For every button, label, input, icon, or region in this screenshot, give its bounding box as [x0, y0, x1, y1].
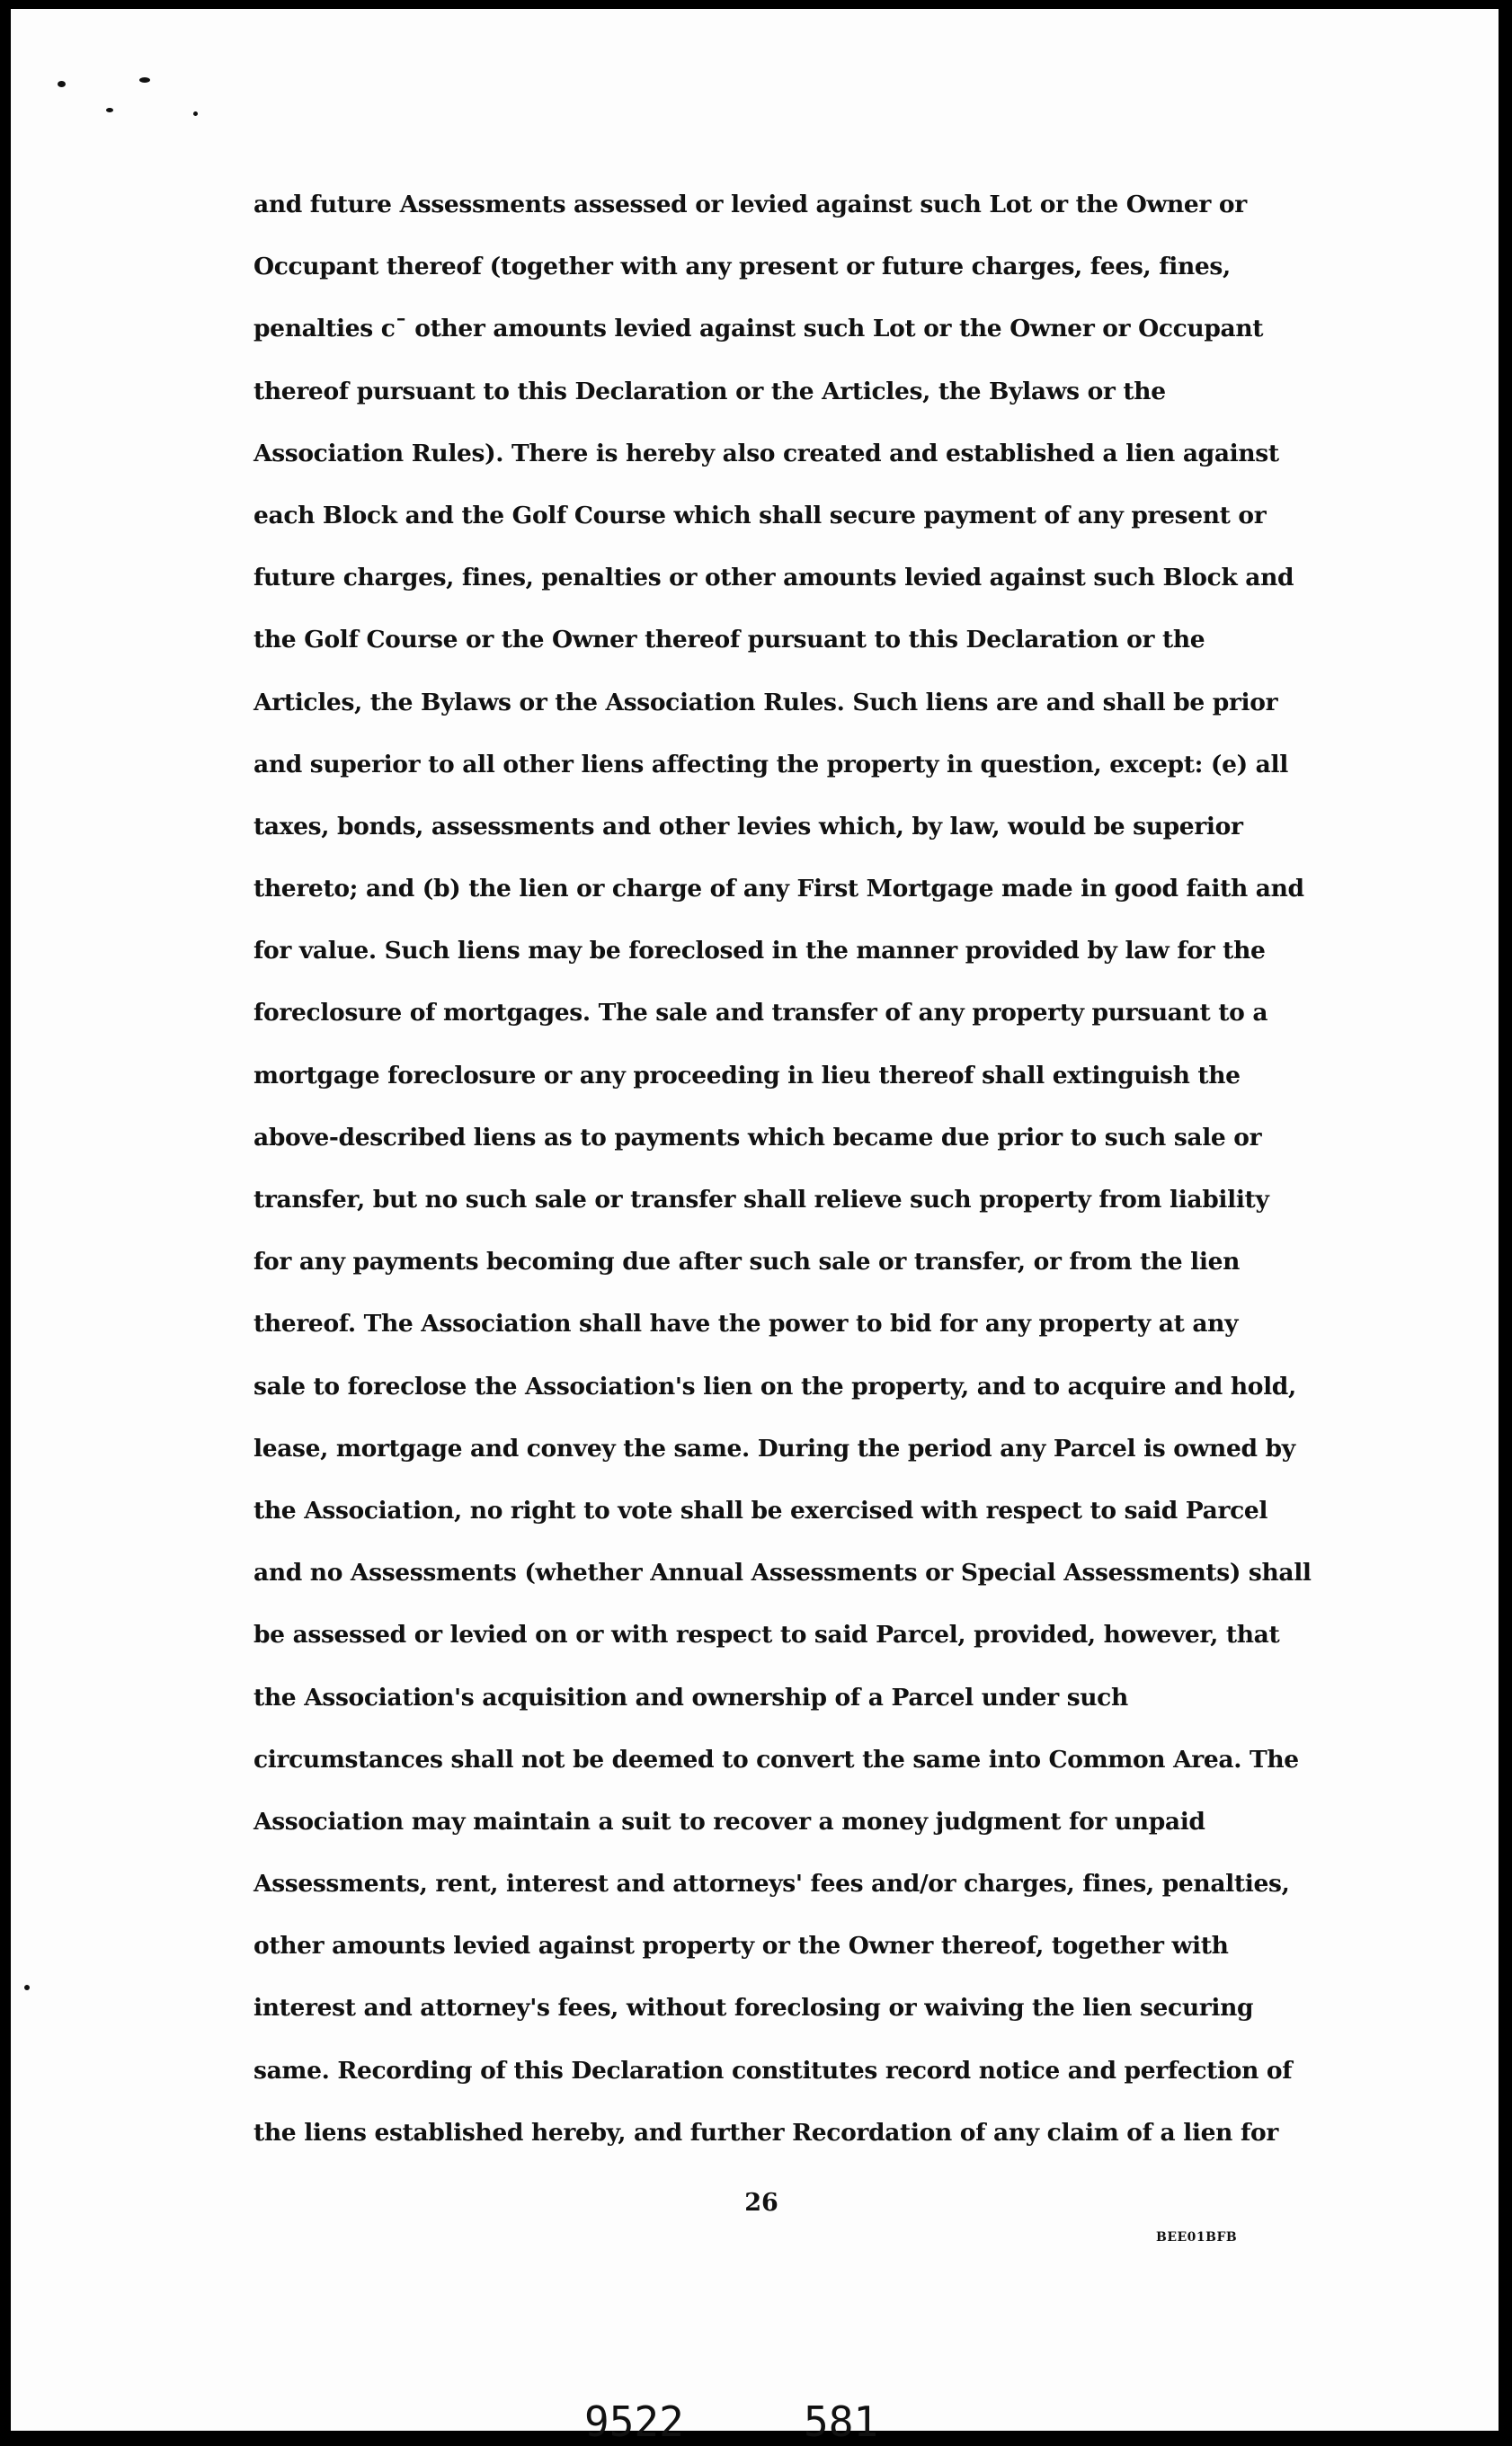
text-line: Association Rules). There is hereby also created and established a lien against: [253, 439, 1279, 467]
recording-stamp-book: 9522: [584, 2397, 684, 2446]
text-line: thereof pursuant to this Declaration or the Articles, the Bylaws or the: [253, 377, 1166, 405]
scan-speck: [139, 77, 150, 83]
text-line: for value. Such liens may be foreclosed in the manner provided by law for the: [253, 937, 1266, 965]
text-line: other amounts levied against property or the Owner thereof, together with: [253, 1932, 1229, 1961]
text-line: Occupant thereof (together with any present or future charges, fees, fines,: [253, 253, 1231, 281]
text-line: the Association, no right to vote shall be exercised with respect to said Parcel: [253, 1496, 1268, 1525]
text-line: same. Recording of this Declaration constitutes record notice and perfection of: [253, 2056, 1293, 2085]
document-code: BEE01BFB: [1156, 2230, 1238, 2245]
text-line: the liens established hereby, and further Recordation of any claim of a lien for: [253, 2118, 1278, 2147]
text-line: and no Assessments (whether Annual Assessments or Special Assessments) shall: [253, 1559, 1312, 1588]
text-line: foreclosure of mortgages. The sale and transfer of any property pursuant to a: [253, 999, 1268, 1027]
text-line: above-described liens as to payments which became due prior to such sale or: [253, 1123, 1262, 1152]
text-line: sale to foreclose the Association's lien on the property, and to acquire and hold,: [253, 1372, 1296, 1401]
text-line: and future Assessments assessed or levied against such Lot or the Owner or: [253, 191, 1247, 218]
scan-speck: [58, 81, 66, 87]
text-line: thereof. The Association shall have the power to bid for any property at any: [253, 1310, 1239, 1339]
text-line: the Association's acquisition and ownership of a Parcel under such: [253, 1683, 1128, 1712]
document-body: [253, 173, 1312, 2164]
text-line: and superior to all other liens affecting the property in question, except: (e) all: [253, 750, 1288, 778]
document-page: [11, 9, 1499, 2446]
text-line: each Block and the Golf Course which shall secure payment of any present or: [253, 501, 1267, 529]
text-line: Articles, the Bylaws or the Association Rules. Such liens are and shall be prior: [253, 688, 1278, 716]
scan-speck: [24, 1985, 30, 1990]
text-line: be assessed or levied on or with respect to said Parcel, provided, however, that: [253, 1621, 1280, 1650]
text-line: lease, mortgage and convey the same. During the period any Parcel is owned by: [253, 1434, 1295, 1463]
text-line: penalties cˉ other amounts levied against such Lot or the Owner or Occupant: [253, 315, 1264, 343]
text-line: Association may maintain a suit to recover a money judgment for unpaid: [253, 1807, 1205, 1836]
text-line: interest and attorney's fees, without foreclosing or waiving the lien securing: [253, 1994, 1254, 2023]
page-number: 26: [744, 2189, 778, 2217]
text-line: thereto; and (b) the lien or charge of any First Mortgage made in good faith and: [253, 875, 1304, 903]
text-line: Assessments, rent, interest and attorneys' fees and/or charges, fines, penalties,: [253, 1870, 1290, 1899]
text-line: transfer, but no such sale or transfer shall relieve such property from liability: [253, 1186, 1269, 1214]
text-line: the Golf Course or the Owner thereof pursuant to this Declaration or the: [253, 626, 1205, 654]
scan-speck: [193, 111, 198, 116]
scan-speck: [106, 108, 113, 112]
text-line: for any payments becoming due after such sale or transfer, or from the lien: [253, 1248, 1241, 1276]
text-line: future charges, fines, penalties or other amounts levied against such Block and: [253, 564, 1294, 592]
text-line: circumstances shall not be deemed to convert the same into Common Area. The: [253, 1745, 1299, 1774]
text-line: mortgage foreclosure or any proceeding in lieu thereof shall extinguish the: [253, 1061, 1241, 1090]
text-line: taxes, bonds, assessments and other levies which, by law, would be superior: [253, 812, 1243, 841]
recording-stamp-page: 581: [804, 2397, 879, 2446]
